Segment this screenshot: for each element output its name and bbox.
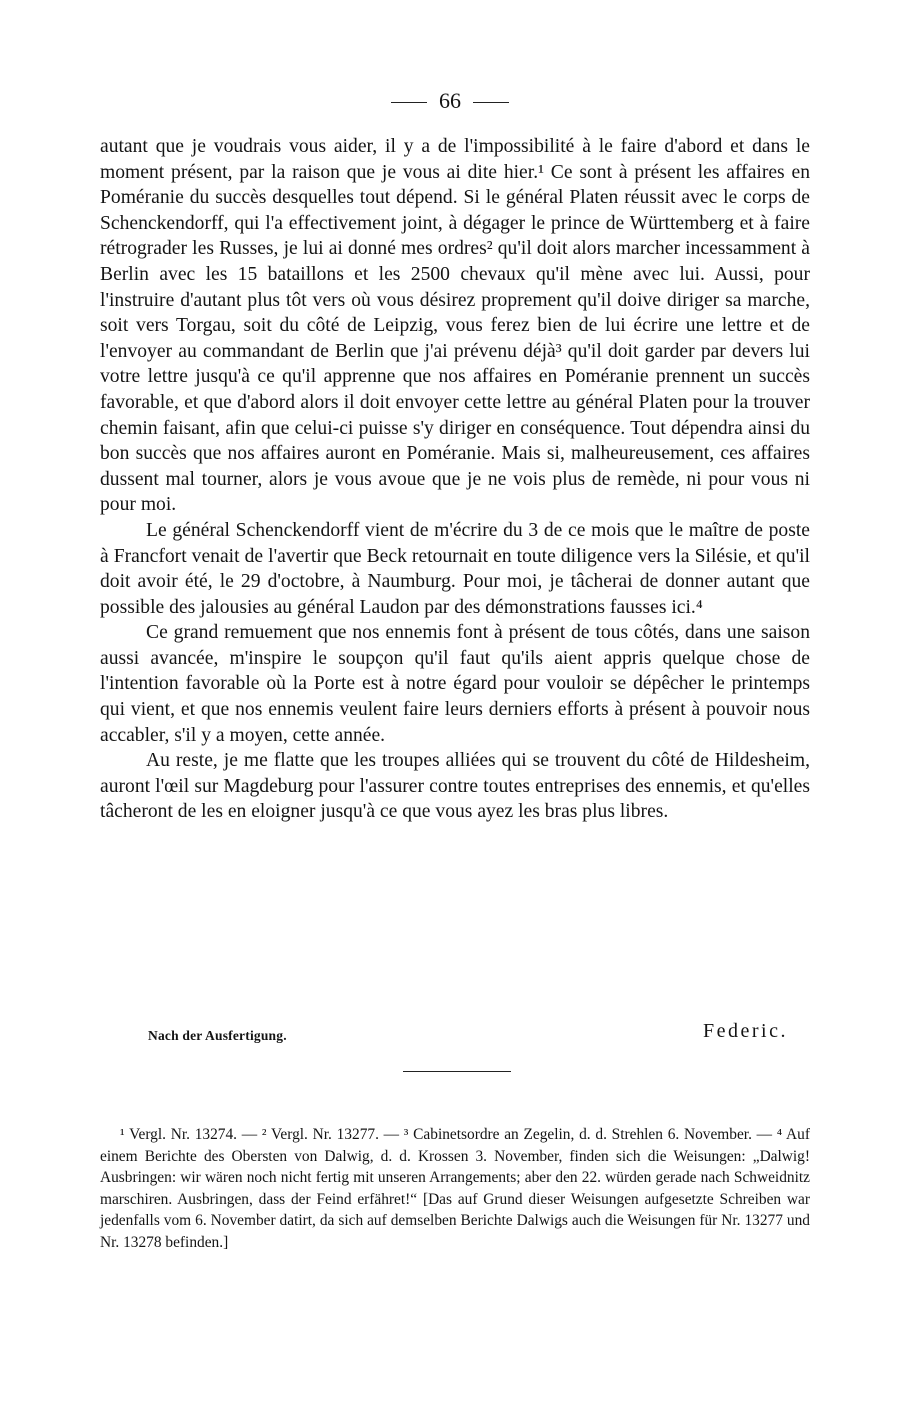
page-number-line bbox=[0, 88, 900, 114]
footnote-separator bbox=[403, 1071, 511, 1072]
paragraph-continuation: autant que je voudrais vous aider, il y a de l'impossibilité à le faire d'abord et dans le moment présent, par la raison que je vous ai dite hier.¹ Ce sont à présent les affaires en Poméranie du succès desquelles tout dépend. Si le général Platen réussit avec le corps de Schenckendorff, qui l'a effectivement joint, à dégager le prince de Württemberg et à faire rétrograder les Russes, je lui ai donné mes ordres² qu'il doit alors marcher incessamment à Berlin avec les 15 bataillons et les 2500 chevaux qu'il mène avec lui. Aussi, pour l'instruire d'autant plus tôt vers où vous désirez proprement qu'il doive diriger sa marche, soit vers Torgau, soit du côté de Leipzig, vous ferez bien de lui écrire une lettre et de l'envoyer au commandant de Berlin que j'ai prévenu déjà³ qu'il doit garder par devers lui votre lettre jusqu'à ce qu'il apprenne que nos affaires en Poméranie prennent un succès favorable, et que d'abord alors il doit envoyer cette lettre au général Platen pour la trouver chemin faisant, afin que celui-ci puisse s'y diriger en conséquence. Tout dépendra ainsi du bon succès que nos affaires auront en Poméranie. Mais si, malheureusement, ces affaires dussent mal tourner, alors je vous avoue que je ne vois plus de remède, ni pour vous ni pour moi. bbox=[100, 136, 810, 516]
footnote-text: ¹ Vergl. Nr. 13274. — ² Vergl. Nr. 13277. — ³ Cabinetsordre an Zegelin, d. d. Strehlen 6. November. — ⁴ Auf einem Berichte des Obersten von Dalwig, d. d. Krossen 3. November, finden sich die Weisungen: „Dalwig! Ausbringen: wir wären noch nicht fertig mit unseren Arrangements; aber den 22. würden gerade nach Schweidnitz marschiren. Ausbringen, dass der Feind erfähret!“ [Das auf Grund dieser Weisungen aufgesetzte Schreiben war jedenfalls vom 6. November datirt, da sich auf demselben Berichte Dalwigs auch die Weisungen für Nr. 13277 und Nr. 13278 befinden.] bbox=[100, 1126, 810, 1251]
paragraph-schenckendorff: Le général Schenckendorff vient de m'écrire du 3 de ce mois que le maître de poste à Francfort venait de l'avertir que Beck retournait en toute diligence vers la Silésie, et qu'il doit avoir été, le 29 d'octobre, à Naumburg. Pour moi, je tâcherai de donner autant que possible des jalousies au général Laudon par des démonstrations fausses ici.⁴ bbox=[100, 519, 810, 618]
signature: Federic. bbox=[703, 1020, 788, 1042]
footnotes bbox=[100, 1124, 810, 1254]
paragraph-au-reste: Au reste, je me flatte que les troupes alliées qui se trouvent du côté de Hildesheim, auront l'œil sur Magdeburg pour l'assurer contre toutes entreprises des ennemis, et qu'elles tâcheront de les en eloigner jusqu'à ce que vous ayez les bras plus libres. bbox=[100, 750, 810, 823]
page-number-dash-left bbox=[391, 102, 427, 103]
page-number-dash-right bbox=[473, 102, 509, 103]
paragraph-remuement: Ce grand remuement que nos ennemis font à présent de tous côtés, dans une saison aussi avancée, m'inspire le soupçon qu'il faut qu'ils aient appris quelque chose de l'intention favorable où la Porte est à notre égard pour vouloir se dépêcher le printemps qui vient, et que nos ennemis veulent faire leurs derniers efforts à présent à pouvoir nous accabler, s'il y a moyen, cette année. bbox=[100, 622, 810, 746]
page-number: 66 bbox=[439, 88, 461, 113]
closing-row bbox=[100, 1020, 810, 1050]
source-note: Nach der Ausfertigung. bbox=[148, 1028, 287, 1043]
letter-body bbox=[100, 134, 810, 825]
